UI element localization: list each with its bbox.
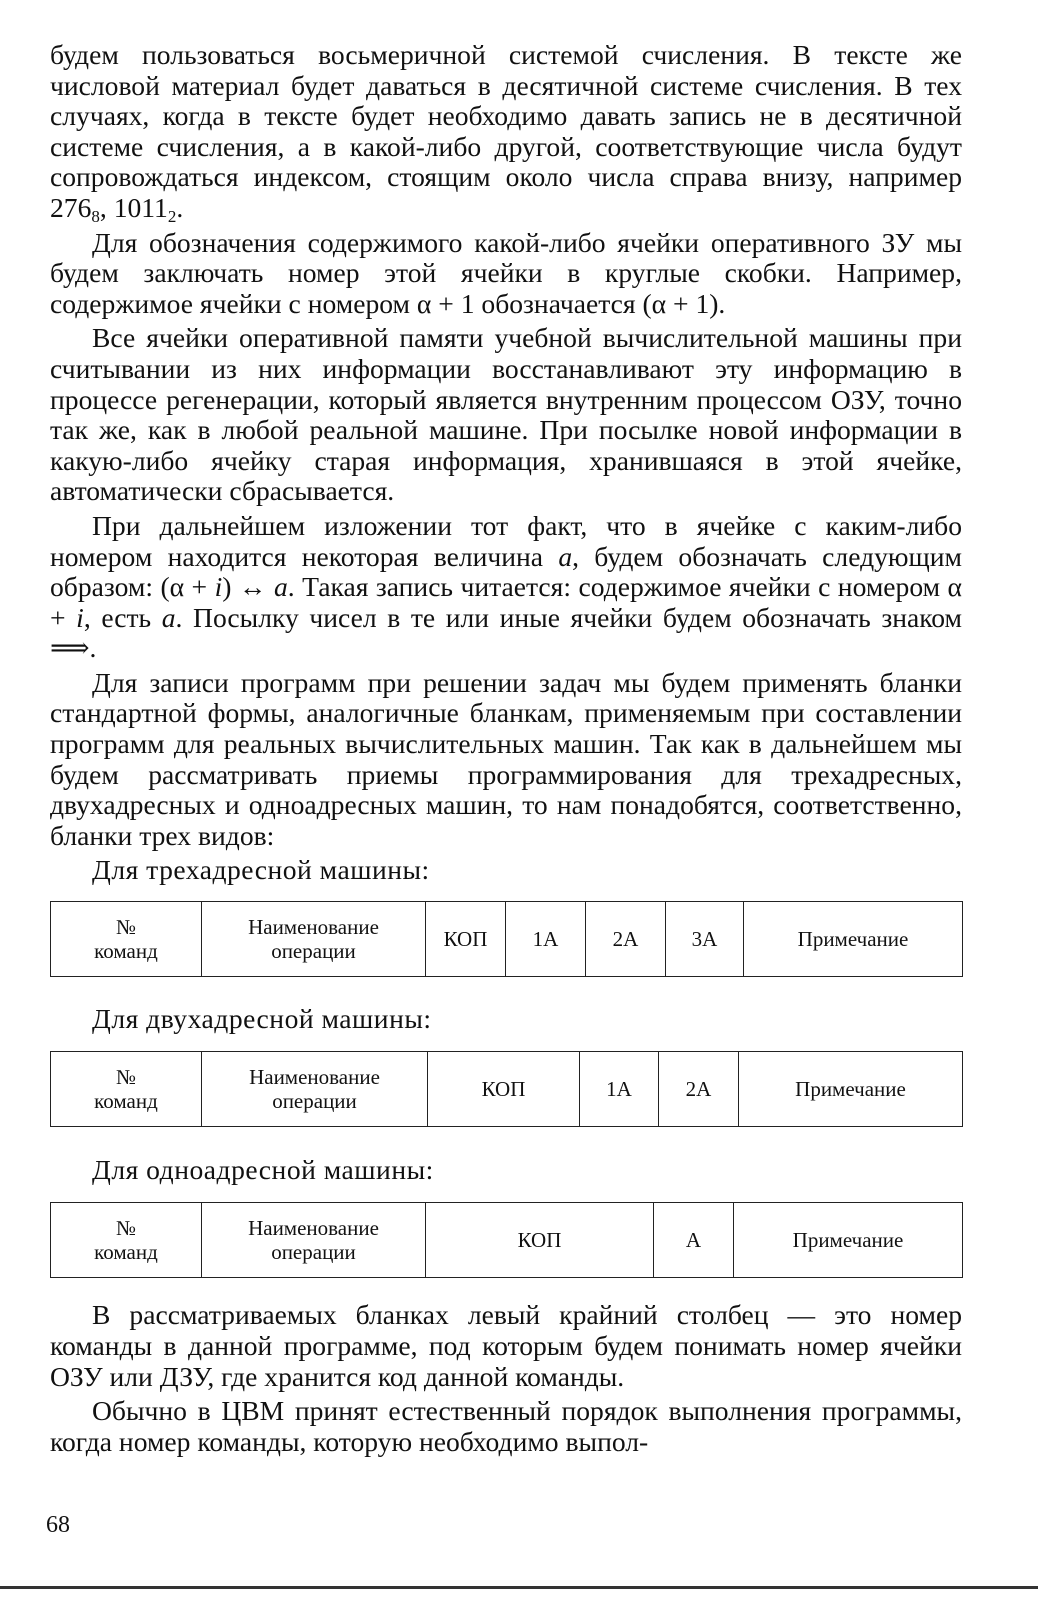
- form-caption-three-address: Для трехадресной машины:: [92, 854, 430, 886]
- header-line: Наименование: [248, 915, 379, 940]
- paragraph-number-systems: [50, 40, 962, 224]
- scan-edge-divider: [0, 1586, 1038, 1589]
- page-body: [50, 40, 962, 1457]
- header-line: Наименование: [248, 1216, 379, 1241]
- paragraph-text: ) ↔: [222, 571, 274, 603]
- header-line: команд: [94, 939, 158, 964]
- form-caption-two-address: Для двухадресной машины:: [92, 1003, 432, 1035]
- column-note: Примечание: [744, 902, 963, 977]
- paragraph-text: . Такая запись читается: содержимое ячейки с номером α +: [50, 571, 962, 633]
- column-opcode: КОП: [426, 1203, 654, 1278]
- form-three-address: [50, 901, 963, 977]
- paragraph-text: При дальнейшем изложении тот факт, что в ячейке с каким-либо номером находится некоторая величина: [50, 509, 962, 572]
- column-address-1: 1А: [580, 1052, 659, 1127]
- header-line: команд: [94, 1089, 158, 1114]
- header-line: операции: [272, 1089, 357, 1114]
- paragraph-program-forms: Для записи программ при решении задач мы будем применять бланки стандартной формы, аналогичные бланкам, применяемым при составлении программ для реальных вычислительных машин. Так как в дальнейшем мы будем рассматривать приемы программирования для трехадресных, двухадресных и одноадресных машин, то нам понадобятся, соответственно, бланки трех видов:: [50, 666, 962, 851]
- column-operation-name: [202, 1203, 426, 1278]
- column-operation-name: [202, 1052, 428, 1127]
- column-address: А: [654, 1203, 734, 1278]
- column-command-number: [51, 1203, 202, 1278]
- paragraph-text: , есть: [83, 601, 162, 633]
- column-address-2: 2А: [586, 902, 666, 977]
- paragraph-text: , 1011: [99, 191, 168, 223]
- column-opcode: КОП: [426, 902, 506, 977]
- column-note: Примечание: [734, 1203, 963, 1278]
- variable-a: a: [558, 540, 573, 572]
- paragraph-notation: [50, 511, 962, 664]
- paragraph-text: . Посылку чисел в те или иные ячейки будем обозначать знаком ⟹.: [50, 601, 962, 664]
- paragraph-regeneration: Все ячейки оперативной памяти учебной вычислительной машины при считывании из них информации восстанавливают эту информацию в процессе регенерации, который является внутренним процессом ОЗУ, точно так же, как в любой реальной машине. При посылке новой информации в какую-либо ячейку старая информация, хранившаяся в этой ячейке, автоматически сбрасывается.: [50, 322, 962, 507]
- column-address-1: 1А: [506, 902, 586, 977]
- header-line: №: [115, 915, 137, 940]
- paragraph-text: .: [176, 191, 184, 223]
- header-line: Наименование: [249, 1065, 380, 1090]
- column-operation-name: [202, 902, 426, 977]
- variable-a: a: [161, 601, 176, 633]
- column-opcode: КОП: [428, 1052, 580, 1127]
- paragraph-text: , будем обозначать следующим образом: (α +: [50, 540, 963, 603]
- form-caption-one-address: Для одноадресной машины:: [92, 1154, 434, 1186]
- header-line: №: [115, 1216, 137, 1241]
- header-line: команд: [94, 1240, 158, 1265]
- variable-i: i: [214, 571, 223, 603]
- paragraph-left-column: В рассматриваемых бланках левый крайний столбец — это номер команды в данной программе, под которым будем понимать номер ячейки ОЗУ или ДЗУ, где хранится код данной команды.: [50, 1299, 962, 1392]
- column-command-number: [51, 902, 202, 977]
- form-two-address: [50, 1051, 963, 1127]
- column-command-number: [51, 1052, 202, 1127]
- variable-a: a: [273, 571, 288, 603]
- form-one-address: [50, 1202, 963, 1278]
- paragraph-text: будем пользоваться восьмеричной системой счисления. В тексте же числовой материал будет даваться в десятичной системе счисления. В тех случаях, когда в тексте будет необходимо давать запись не в десятичной системе счисления, а в какой-либо другой, соответствующие числа будут сопровождаться индексом, стоящим около числа справа внизу, например 276: [50, 39, 962, 223]
- header-line: операции: [271, 939, 356, 964]
- table-row: [51, 902, 963, 977]
- table-row: [51, 1052, 963, 1127]
- paragraph-cell-contents: Для обозначения содержимого какой-либо ячейки оперативного ЗУ мы будем заключать номер этой ячейки в круглые скобки. Например, содержимое ячейки с номером α + 1 обозначается (α + 1).: [50, 226, 962, 319]
- subscript-binary: 2: [167, 206, 177, 226]
- column-address-3: 3А: [666, 902, 744, 977]
- variable-i: i: [76, 601, 84, 633]
- header-line: операции: [271, 1240, 356, 1265]
- subscript-octal: 8: [91, 206, 100, 226]
- table-row: [51, 1203, 963, 1278]
- paragraph-natural-order: Обычно в ЦВМ принят естественный порядок выполнения программы, когда номер команды, которую необходимо выпол-: [50, 1395, 962, 1457]
- column-address-2: 2А: [659, 1052, 739, 1127]
- column-note: Примечание: [739, 1052, 963, 1127]
- page-number: 68: [46, 1512, 70, 1538]
- header-line: №: [115, 1065, 137, 1090]
